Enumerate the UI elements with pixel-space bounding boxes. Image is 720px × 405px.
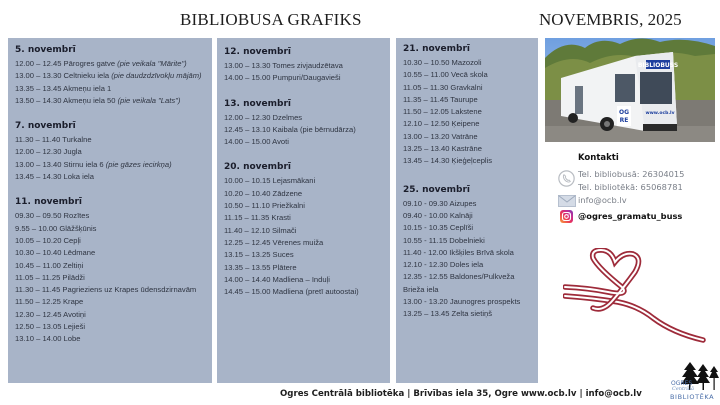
stop-entry: 12.00 – 12.30 Dzelmes (224, 112, 303, 122)
stop-entry: 13.45 – 14.30 Loka iela (15, 172, 94, 182)
day-block (15, 44, 212, 107)
stop-entry: 09.40 - 10.00 Kalnāji (403, 210, 473, 220)
stop-entry: 12.50 – 13.05 Lejieši (15, 322, 86, 332)
logo-text-centrala: Centrālā (672, 386, 694, 392)
month-title: NOVEMBRIS, 2025 (539, 10, 682, 29)
day-title: 21. novembrī (403, 44, 470, 54)
stop-entry: 13.25 – 13.40 Kastrāne (403, 144, 482, 154)
stop-entry: 12.45 – 13.10 Kaibala (pie bērnudārza) (224, 124, 356, 134)
stop-entry: 13.25 – 13.45 Zelta sietiņš (403, 309, 493, 319)
stop-entry: 10.30 – 10.40 Lēdmane (15, 248, 96, 258)
stop-entry: 14.45 – 15.00 Madliena (pretī autoostai) (224, 287, 359, 297)
instagram-handle[interactable]: @ogres_gramatu_buss (578, 211, 683, 221)
stop-entry: 10.20 – 10.40 Zādzene (224, 188, 303, 198)
mail-icon (558, 195, 576, 207)
stop-entry: 14.00 – 14.40 Madliena – Induļi (224, 274, 330, 284)
stop-entry: 13.00 – 13.30 Tomes zivjaudzētava (224, 61, 343, 70)
logo-text-ogres: OGRES (671, 380, 693, 387)
stop-entry: 13.45 – 14.30 Ķieģeļceplis (403, 156, 493, 166)
stop-entry: 10.30 – 10.50 Mazozoli (403, 58, 482, 67)
stop-entry: 13.00 – 13.40 Stirnu iela 6 (pie gāzes iecirkņa) (15, 159, 172, 169)
stop-entry: 10.00 – 10.15 Lejasmākani (224, 176, 316, 186)
stop-entry: 12.25 – 12.45 Vērenes muiža (224, 237, 324, 247)
schedule-title: BIBLIOBUSA GRAFIKS (180, 10, 362, 29)
svg-text:OG: OG (618, 109, 630, 116)
day-title: 5. novembrī (15, 45, 76, 55)
stop-entry: 11.05 – 11.30 Gravkalni (403, 82, 483, 92)
stop-entry: 11.50 – 12.05 Lakstene (403, 107, 482, 117)
stop-entry: 13.35 – 13.55 Plātere (224, 262, 297, 272)
instagram-icon (560, 210, 573, 223)
bus-illustration (545, 38, 715, 142)
stop-entry: 10.15 - 10.35 Ceplīši (403, 223, 474, 233)
stop-entry: 10.55 – 11.00 Vecā skola (403, 70, 488, 80)
stop-entry: 12.10 – 12.50 Ķeipene (403, 119, 480, 129)
day-block (224, 46, 390, 85)
stop-entry: 11.50 – 12.25 Krape (15, 297, 84, 307)
stop-entry: 12.00 – 12.45 Pārogres gatve (pie veikala "Mārite") (15, 59, 187, 68)
stop-entry: 13.00 – 13.20 Vatrāne (403, 131, 478, 141)
day-title: 11. novembrī (15, 197, 82, 208)
stop-entry: 12.35 - 12.55 Baldones/Pulkveža Brieža iela (403, 272, 515, 294)
footer-address: Ogres Centrālā bibliotēka | Brīvības iela 35, Ogre www.ocb.lv | info@ocb.lv (280, 389, 642, 399)
phone-bus[interactable]: Tel. bibliobusā: 26304015 (578, 169, 685, 179)
stop-entry: 9.55 – 10.00 Glāžšķūnis (15, 223, 97, 233)
day-title: 12. novembrī (224, 47, 291, 57)
stop-entry: 10.50 – 11.10 Priežkalni (224, 201, 305, 211)
day-block (403, 184, 538, 321)
stop-entry: 13.10 – 14.00 Lobe (15, 334, 81, 344)
day-title: 20. novembrī (224, 162, 291, 173)
stop-entry: 09.10 - 09.30 Aizupes (403, 198, 477, 208)
stop-entry: 11.05 – 11.25 Pilādži (15, 272, 85, 282)
stop-entry: 11.30 – 11.45 Pagrieziens uz Krapes ūdensdzirnavām (15, 285, 197, 295)
stop-entry: 12.10 - 12.30 Doles iela (403, 260, 484, 270)
logo-text-biblioteka: BIBLIOTĒKA (670, 393, 715, 401)
stop-entry: 10.55 - 11.15 Dobelnieki (403, 235, 485, 245)
stop-entry: 13.00 - 13.20 Jaunogres prospekts (403, 297, 521, 307)
stop-entry: 13.50 – 14.30 Akmeņu iela 50 (pie veikala "Lats") (15, 95, 181, 105)
schedule-column-3 (396, 38, 538, 383)
stop-entry: 10.05 – 10.20 Cepļi (15, 235, 81, 245)
stop-entry: 14.00 – 15.00 Pumpuri/Daugavieši (224, 73, 341, 83)
day-title: 7. novembrī (15, 121, 76, 132)
stop-entry: 09.30 – 09.50 Rozītes (15, 211, 90, 221)
library-logo (670, 360, 720, 404)
stop-entry: 13.15 – 13.25 Suces (224, 250, 294, 260)
stop-entry: 11.40 - 12.00 Ikšķiles Brīvā skola (403, 247, 514, 257)
svg-text:www.ocb.lv: www.ocb.lv (645, 111, 675, 116)
schedule-column-2 (217, 38, 390, 383)
stop-entry: 11.30 – 11.40 Turkalne (15, 135, 92, 145)
day-block (15, 196, 212, 345)
stop-entry: 12.30 – 12.45 Avotiņi (15, 309, 86, 319)
svg-text:RE: RE (619, 117, 629, 124)
heart-ribbon-icon (563, 248, 708, 343)
day-block (224, 98, 390, 149)
stop-entry: 10.45 – 11.00 Zeltiņi (15, 260, 84, 270)
schedule-column-1 (8, 38, 212, 383)
stop-entry: 13.35 – 13.45 Akmeņu iela 1 (15, 83, 112, 93)
email-link[interactable]: info@ocb.lv (578, 195, 627, 205)
stop-entry: 11.40 – 12.10 Silmači (224, 225, 297, 235)
day-title: 25. novembrī (403, 184, 470, 195)
bibliobus-photo (545, 38, 715, 142)
day-block (403, 43, 538, 168)
svg-text:BIBLIOBUSS: BIBLIOBUSS (637, 62, 679, 69)
stop-entry: 12.00 – 12.30 Jugla (15, 147, 82, 157)
day-block (224, 161, 390, 298)
phone-library[interactable]: Tel. bibliotēkā: 65068781 (578, 182, 683, 192)
stop-entry: 11.15 – 11.35 Krasti (224, 213, 291, 223)
phone-icon (558, 170, 575, 187)
day-block (15, 120, 212, 183)
stop-entry: 11.35 – 11.45 Taurupe (403, 94, 478, 104)
stop-entry: 14.00 – 15.00 Avoti (224, 137, 289, 147)
contacts-title: Kontakti (578, 153, 619, 163)
stop-entry: 13.00 – 13.30 Celtnieku iela (pie daudzdzīvokļu mājām) (15, 71, 202, 81)
day-title: 13. novembrī (224, 98, 291, 109)
